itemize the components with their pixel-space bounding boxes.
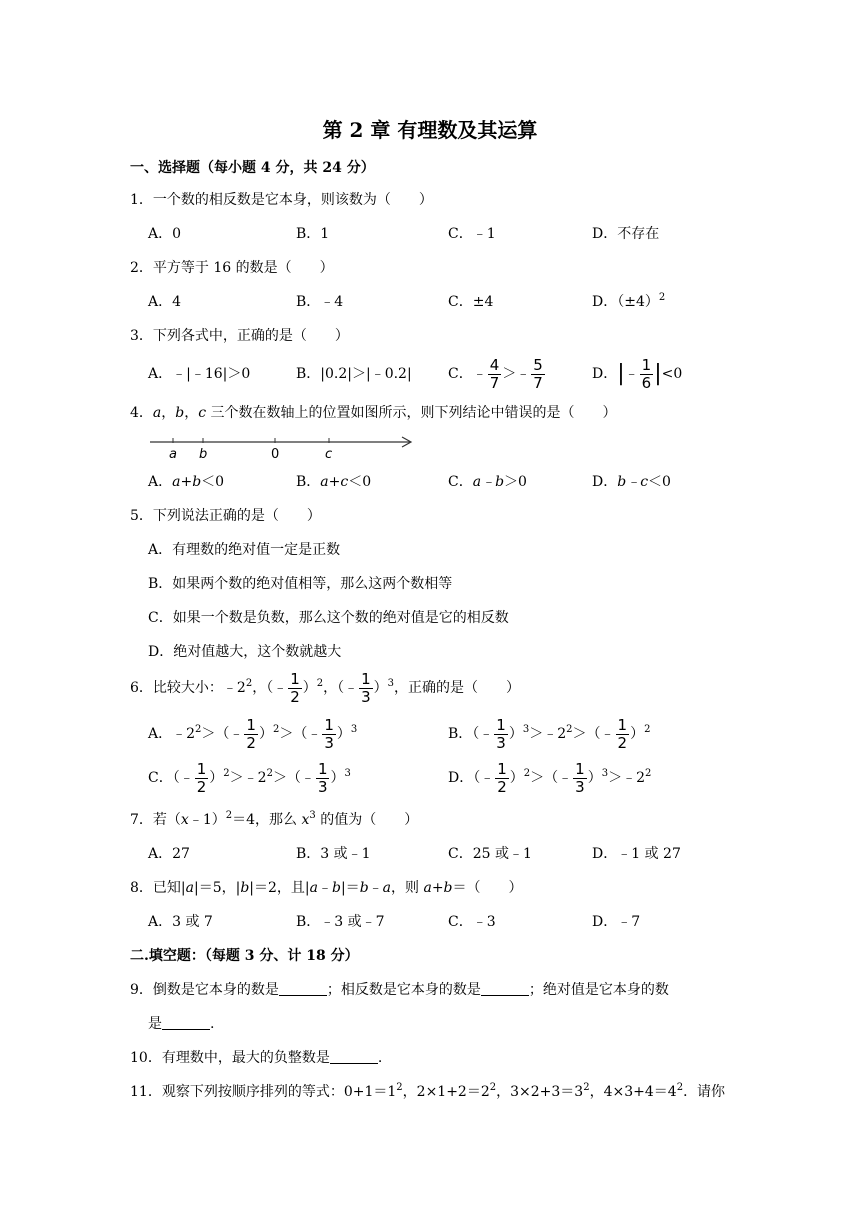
axis-label-a: a [169,447,177,462]
answer-blank-9c[interactable] [162,1015,210,1030]
question-6-option-d: D．（﹣ $\frac{1}{2}$ ）$^2$＞（﹣ $\frac{1}{3}$ ）$^3>﹣2^2$ [448,759,652,796]
question-2-option-c: C．±4 [448,294,494,310]
question-4-option-b: B．a+c＜0 [296,474,372,490]
question-4-stem: 4．a，b，c 三个数在数轴上的位置如图所示，则下列结论中错误的是（ ） [130,405,617,421]
question-4-option-c: C．a﹣b＞0 [448,474,527,490]
question-5-option-b: B．如果两个数的绝对值相等，那么这两个数相等 [148,576,453,592]
question-5-option-c: C．如果一个数是负数，那么这个数的绝对值是它的相反数 [148,610,509,626]
question-8-option-a: A．3 或 7 [148,914,213,930]
question-8-option-c: C．﹣3 [448,914,496,930]
question-8-option-d: D．﹣7 [592,914,641,930]
question-4-option-d: D．b﹣c＜0 [592,474,671,490]
question-6-stem: 6．比较大小：$﹣2^2$，（﹣ $\frac{1}{2}$ ）$^2$，（﹣ $\frac{1}{3}$ ）$^3$，正确的是（ ） [130,669,521,706]
axis-label-c: c [325,447,333,462]
answer-blank-10[interactable] [330,1049,378,1064]
question-7-option-d: D．﹣1 或 27 [592,846,681,862]
question-2-option-a: A．4 [148,294,182,310]
question-3-option-b: B．|0.2|＞|﹣0.2| [296,366,412,382]
question-11: 11．观察下列按顺序排列的等式：$0+1=1^2$，$2\times 1+2=2^2$，$3\times 2+3=3^2$，$4\times 3+4=4^2$．请你 [130,1082,726,1100]
question-6-option-c: C．（﹣ $\frac{1}{2}$ ）$^2>﹣2^2>(﹣$ $\frac{1}{3}$ ）$^3$ [148,759,351,796]
question-7-option-c: C．25 或﹣1 [448,846,532,862]
number-line-figure [148,430,418,464]
question-1-stem: 1．一个数的相反数是它本身，则该数为（ ） [130,192,433,208]
axis-label-b: b [199,447,208,462]
question-8-stem: 8．已知|a|＝5，|b|＝2，且|a﹣b|＝b﹣a，则 a+b＝（ ） [130,880,523,896]
question-1-option-d: D．不存在 [592,226,660,242]
question-3-option-a: A．﹣|﹣16|＞0 [148,366,251,382]
question-2-stem: 2．平方等于 16 的数是（ ） [130,260,334,276]
question-4-option-a: A．a+b＜0 [148,474,225,490]
section-heading-choice: 一、选择题（每小题 4 分，共 24 分） [130,160,375,176]
page-title: 第 2 章 有理数及其运算 [322,118,538,142]
question-7-option-a: A．27 [148,846,190,862]
question-3-option-c: C．﹣ $\frac{4}{7}$ ＞﹣ $\frac{5}{7}$ [448,355,543,392]
question-5-option-a: A．有理数的绝对值一定是正数 [148,542,341,558]
question-3-stem: 3．下列各式中，正确的是（ ） [130,328,349,344]
question-6-option-b: B．（﹣ $\frac{1}{3}$ ）$^3>﹣2^2>(﹣$ $\frac{1}{2}$ ）$^2$ [448,715,651,752]
question-9-line-1: 9．倒数是它本身的数是 ；相反数是它本身的数是 ；绝对值是它本身的数 [130,982,669,998]
question-1-option-c: C．﹣1 [448,226,496,242]
question-10: 10．有理数中，最大的负整数是 . [130,1050,383,1066]
answer-blank-9b[interactable] [481,981,529,996]
question-1-option-b: B．1 [296,226,330,242]
question-3-option-d: D．|﹣ $\frac{1}{6}$ |<0 [592,355,683,392]
section-heading-fill: 二.填空题：（每题 3 分、计 18 分） [130,948,359,964]
question-2-option-d: D．$(\pm 4)^2$ [592,292,666,310]
question-7-option-b: B．3 或﹣1 [296,846,371,862]
question-9-line-2: 是 . [148,1016,215,1032]
question-8-option-b: B．﹣3 或﹣7 [296,914,385,930]
question-6-option-a: A．$﹣2^2>(﹣$ $\frac{1}{2}$ ）$^2$＞（﹣ $\frac{1}{3}$ ）$^3$ [148,715,358,752]
question-1-option-a: A．0 [148,226,182,242]
question-2-option-b: B．﹣4 [296,294,344,310]
question-5-option-d: D．绝对值越大，这个数就越大 [148,644,342,660]
question-5-stem: 5．下列说法正确的是（ ） [130,508,321,524]
question-7-stem: 7．若（x﹣1）$^2$＝4，那么 $x^3$ 的值为（ ） [130,810,419,828]
axis-label-0: 0 [271,447,280,462]
answer-blank-9a[interactable] [279,981,327,996]
